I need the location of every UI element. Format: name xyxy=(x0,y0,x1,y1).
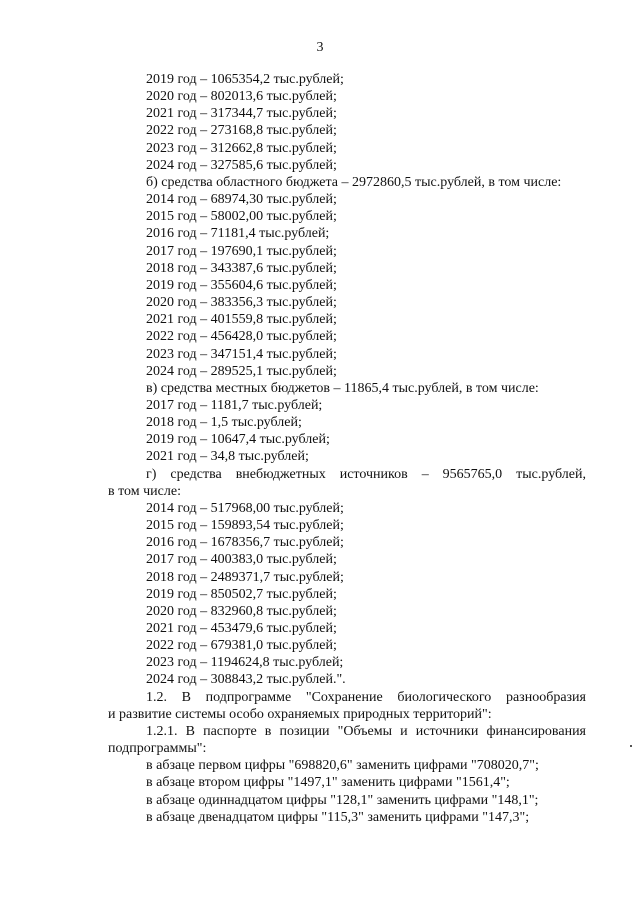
text-line: 2023 год – 312662,8 тыс.рублей; xyxy=(146,140,337,156)
text-line: в абзаце двенадцатом цифры "115,3" заменить цифрами "147,3"; xyxy=(146,809,530,825)
text-line: 2021 год – 317344,7 тыс.рублей; xyxy=(146,106,337,122)
text-line: 2023 год – 1194624,8 тыс.рублей; xyxy=(146,655,344,671)
text-line: 2016 год – 1678356,7 тыс.рублей; xyxy=(146,535,344,551)
text-line: 2024 год – 327585,6 тыс.рублей; xyxy=(146,157,337,173)
text-line: подпрограммы": xyxy=(108,741,207,757)
text-line: 2019 год – 10647,4 тыс.рублей; xyxy=(146,432,330,448)
text-line: 2014 год – 517968,00 тыс.рублей; xyxy=(146,500,344,516)
text-line: 2021 год – 34,8 тыс.рублей; xyxy=(146,449,309,465)
text-line: 2020 год – 802013,6 тыс.рублей; xyxy=(146,89,337,105)
text-line: в том числе: xyxy=(108,483,181,499)
text-line: 2018 год – 343387,6 тыс.рублей; xyxy=(146,260,337,276)
text-line: 1.2.1. В паспорте в позиции "Объемы и источники финансирования xyxy=(146,723,586,739)
text-line: б) средства областного бюджета – 2972860,5 тыс.рублей, в том числе: xyxy=(146,174,562,190)
text-line: 2019 год – 1065354,2 тыс.рублей; xyxy=(146,72,344,87)
text-line: 2018 год – 1,5 тыс.рублей; xyxy=(146,415,302,431)
text-line: 2024 год – 289525,1 тыс.рублей; xyxy=(146,363,337,379)
text-line: в абзаце первом цифры "698820,6" заменить цифрами "708020,7"; xyxy=(146,758,539,774)
text-line: г) средства внебюджетных источников – 9565765,0 тыс.рублей, xyxy=(146,466,586,482)
scan-mark xyxy=(630,745,632,747)
text-line: 2020 год – 383356,3 тыс.рублей; xyxy=(146,295,337,311)
text-line: 2024 год – 308843,2 тыс.рублей.". xyxy=(146,672,346,688)
document-body xyxy=(108,71,586,826)
text-line: 2016 год – 71181,4 тыс.рублей; xyxy=(146,226,330,242)
text-line: 2017 год – 1181,7 тыс.рублей; xyxy=(146,397,323,413)
text-line: в абзаце одиннадцатом цифры "128,1" заменить цифрами "148,1"; xyxy=(146,792,539,808)
text-line: 2018 год – 2489371,7 тыс.рублей; xyxy=(146,569,344,585)
text-line: и развитие системы особо охраняемых природных территорий": xyxy=(108,706,492,722)
text-line: 2017 год – 400383,0 тыс.рублей; xyxy=(146,552,337,568)
text-line: 2017 год – 197690,1 тыс.рублей; xyxy=(146,243,337,259)
text-line: 2015 год – 58002,00 тыс.рублей; xyxy=(146,209,337,225)
text-line: в абзаце втором цифры "1497,1" заменить цифрами "1561,4"; xyxy=(146,775,510,791)
text-line: 2021 год – 401559,8 тыс.рублей; xyxy=(146,312,337,328)
page-number: 3 xyxy=(316,40,324,55)
text-line: 2014 год – 68974,30 тыс.рублей; xyxy=(146,192,337,208)
text-line: 2015 год – 159893,54 тыс.рублей; xyxy=(146,518,344,534)
text-line: 2022 год – 273168,8 тыс.рублей; xyxy=(146,123,337,139)
text-line: 2020 год – 832960,8 тыс.рублей; xyxy=(146,603,337,619)
text-line: 2021 год – 453479,6 тыс.рублей; xyxy=(146,621,337,636)
text-line: в) средства местных бюджетов – 11865,4 тыс.рублей, в том числе: xyxy=(146,380,539,396)
text-line: 1.2. В подпрограмме "Сохранение биологического разнообразия xyxy=(146,689,586,705)
text-line: 2022 год – 456428,0 тыс.рублей; xyxy=(146,329,337,345)
text-line: 2023 год – 347151,4 тыс.рублей; xyxy=(146,346,337,362)
text-line: 2019 год – 850502,7 тыс.рублей; xyxy=(146,586,337,602)
text-line: 2022 год – 679381,0 тыс.рублей; xyxy=(146,638,337,654)
text-line: 2019 год – 355604,6 тыс.рублей; xyxy=(146,277,337,293)
